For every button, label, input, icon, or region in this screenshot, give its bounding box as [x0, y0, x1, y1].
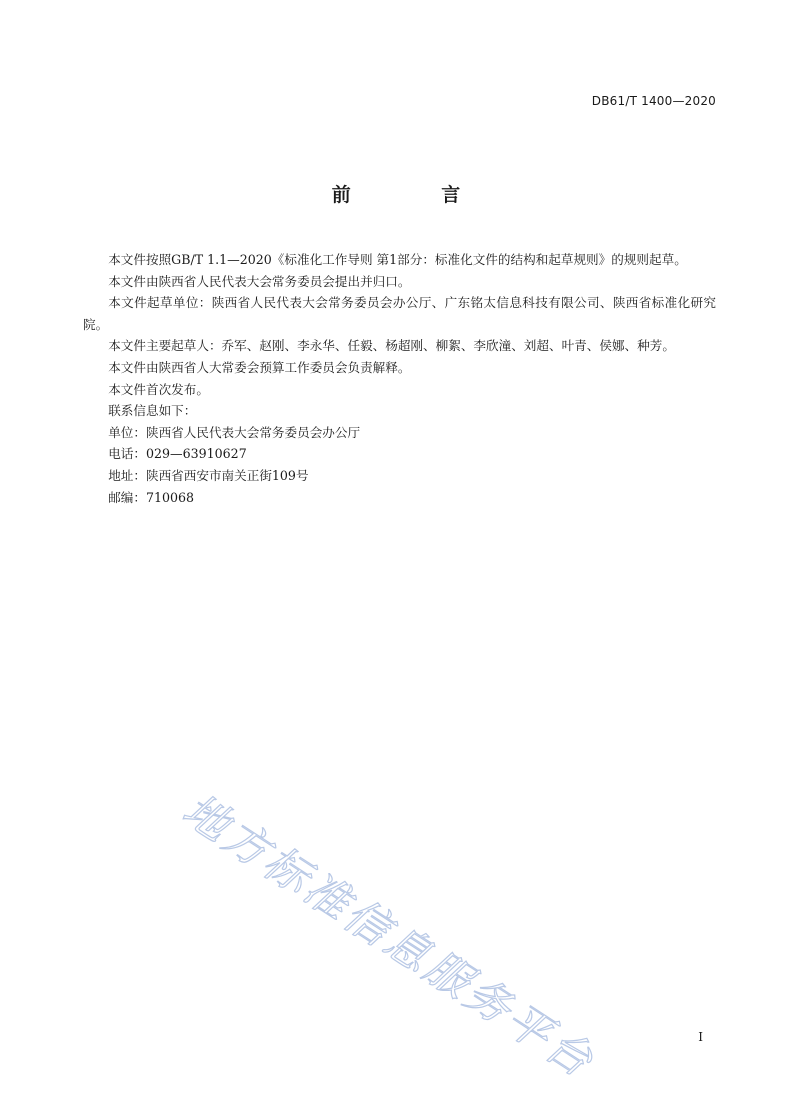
paragraph-interpretation: 本文件由陕西省人大常委会预算工作委员会负责解释。	[108, 359, 411, 375]
paragraph-first-release: 本文件首次发布。	[108, 381, 209, 397]
document-code: DB61/T 1400—2020	[591, 94, 716, 108]
contact-unit: 单位：陕西省人民代表大会常务委员会办公厅	[108, 424, 361, 440]
contact-address: 地址：陕西省西安市南关正街109号	[108, 467, 309, 483]
document-body	[83, 249, 716, 508]
contact-postcode: 邮编：710068	[108, 489, 195, 505]
paragraph-drafting-rules: 本文件按照GB/T 1.1—2020《标准化工作导则 第1部分：标准化文件的结构和起草规则》的规则起草。	[108, 252, 687, 267]
page-title: 前 言	[331, 184, 503, 206]
page-number: I	[698, 1030, 703, 1044]
paragraph-drafting-units: 本文件起草单位：陕西省人民代表大会常务委员会办公厅、广东铭太信息科技有限公司、陕西省标准化研究院。	[83, 295, 716, 332]
paragraph-proposer: 本文件由陕西省人民代表大会常务委员会提出并归口。	[108, 273, 411, 289]
contact-heading: 联系信息如下：	[108, 403, 197, 419]
paragraph-drafters: 本文件主要起草人：乔军、赵刚、李永华、任毅、杨超刚、柳絮、李欣潼、刘超、叶青、侯娜、种芳。	[108, 338, 675, 354]
watermark: 地方标准信息服务平台	[173, 784, 604, 1089]
contact-phone: 电话：029—63910627	[108, 446, 247, 462]
